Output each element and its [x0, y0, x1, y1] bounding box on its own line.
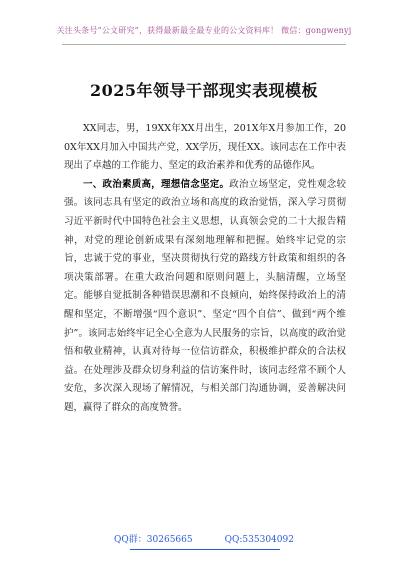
paragraph-political-quality	[64, 176, 346, 418]
header-notice: 关注头条号“公文研究”，获得最新最全最专业的公文资料库！ 微信：gongwenyj	[56, 26, 352, 35]
footer-qq-number[interactable]: QQ:535304092	[224, 535, 294, 545]
paragraph-political-quality-body: 政治立场坚定，党性观念较强。该同志具有坚定的政治立场和高度的政治觉悟，深入学习贯彻习近平新时代中国特色社会主义思想，认真领会党的二十大报告精神，对党的理论创新成果有深刻地理解和把握。始终牢记党的宗旨，忠诚于党的事业，坚决贯彻执行党的路线方针政策和组织的各项决策部署。在重大政治问题和原则问题上，头脑清醒，立场坚定。能够自觉抵制各种错误思潮和不良倾向，始终保持政治上的清醒和坚定，不断增强“四个意识”、坚定“四个自信”、做到“两个维护”。该同志始终牢记全心全意为人民服务的宗旨，以高度的政治觉悟和敬业精神，认真对待每一位信访群众，积极维护群众的合法权益。在处理涉及群众切身利益的信访案件时，该同志经常不顾个人安危，多次深入现场了解情况，与相关部门沟通协调，妥善解决问题，赢得了群众的高度赞誉。	[64, 178, 346, 413]
footer-contact	[0, 534, 408, 546]
footer-underline	[130, 549, 280, 550]
paragraph-intro: XX同志，男，19XX年XX月出生，201X年X月参加工作，200X年XX月加入中国共产党，XX学历，现任XX。该同志在工作中表现出了卓越的工作能力、坚定的政治素养和优秀的品德作风。	[64, 123, 346, 172]
document-title: 2025年领导干部现实表现模板	[89, 81, 319, 100]
section-heading-political-quality: 一、政治素质高，理想信念坚定。	[83, 178, 230, 190]
header-divider	[62, 44, 346, 45]
document-body	[64, 120, 346, 418]
footer-qq-group[interactable]: QQ群：30265665	[114, 535, 193, 545]
